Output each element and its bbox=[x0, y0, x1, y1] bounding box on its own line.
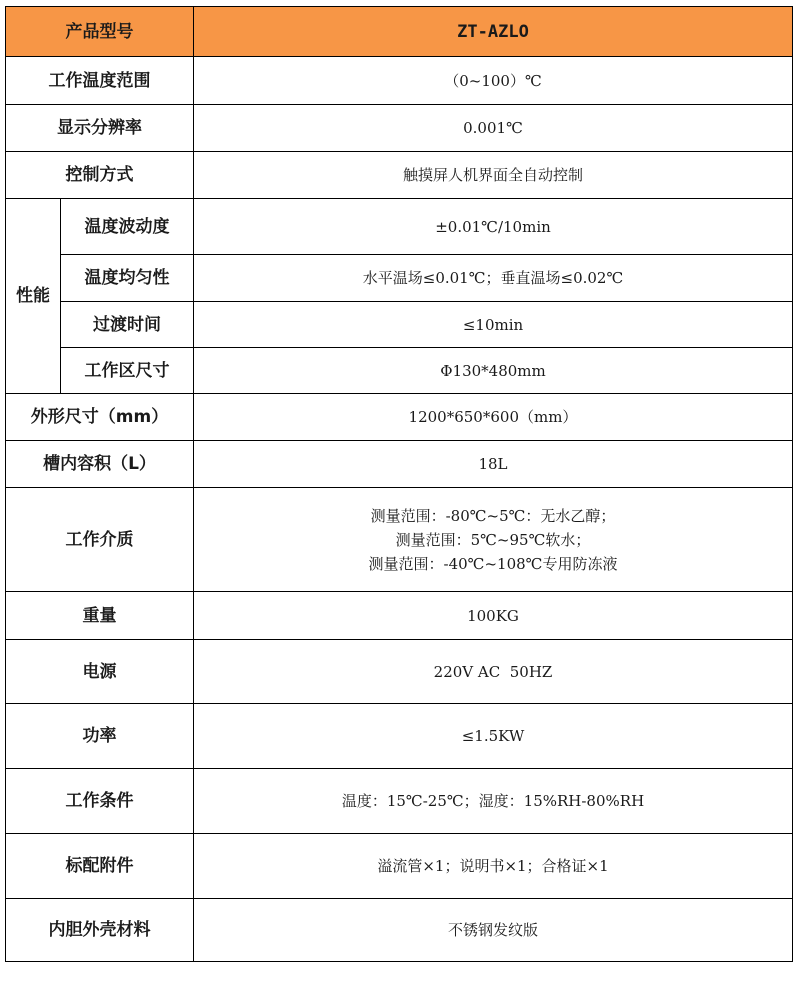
table-row bbox=[6, 302, 793, 348]
row-label: 工作介质 bbox=[6, 488, 194, 592]
table-row bbox=[6, 704, 793, 769]
table-row bbox=[6, 348, 793, 394]
medium-value bbox=[194, 488, 793, 592]
row-value: Φ130*480mm bbox=[194, 348, 793, 394]
table-row bbox=[6, 394, 793, 441]
spec-table bbox=[5, 6, 793, 962]
row-label: 电源 bbox=[6, 640, 194, 704]
row-label: 槽内容积（L） bbox=[6, 441, 194, 488]
row-value: ≤1.5KW bbox=[194, 704, 793, 769]
row-value: 220V AC 50HZ bbox=[194, 640, 793, 704]
row-value: 水平温场≤0.01℃；垂直温场≤0.02℃ bbox=[194, 255, 793, 302]
table-row bbox=[6, 255, 793, 302]
row-label: 显示分辨率 bbox=[6, 105, 194, 152]
table-row bbox=[6, 152, 793, 199]
row-label: 温度均匀性 bbox=[61, 255, 194, 302]
table-row bbox=[6, 199, 793, 255]
row-value: 0.001℃ bbox=[194, 105, 793, 152]
row-value: （0~100）℃ bbox=[194, 57, 793, 105]
row-label: 标配附件 bbox=[6, 834, 194, 899]
row-label: 控制方式 bbox=[6, 152, 194, 199]
table-row bbox=[6, 57, 793, 105]
medium-line: 测量范围：-40℃~108℃专用防冻液 bbox=[368, 554, 618, 573]
row-value: 不锈钢发纹版 bbox=[194, 899, 793, 962]
row-label: 功率 bbox=[6, 704, 194, 769]
table-row bbox=[6, 441, 793, 488]
row-label: 内胆外壳材料 bbox=[6, 899, 194, 962]
row-value: 触摸屏人机界面全自动控制 bbox=[194, 152, 793, 199]
row-value: 温度：15℃-25℃；湿度：15%RH-80%RH bbox=[194, 769, 793, 834]
performance-group-label: 性能 bbox=[6, 199, 61, 394]
row-label: 工作区尺寸 bbox=[61, 348, 194, 394]
row-value: ≤10min bbox=[194, 302, 793, 348]
row-label: 工作温度范围 bbox=[6, 57, 194, 105]
table-row bbox=[6, 769, 793, 834]
row-value: ±0.01℃/10min bbox=[194, 199, 793, 255]
row-value: 溢流管×1；说明书×1；合格证×1 bbox=[194, 834, 793, 899]
table-row bbox=[6, 834, 793, 899]
model-value: ZT-AZLO bbox=[194, 7, 793, 57]
row-value: 100KG bbox=[194, 592, 793, 640]
row-value: 18L bbox=[194, 441, 793, 488]
table-row bbox=[6, 640, 793, 704]
medium-line: 测量范围：5℃~95℃软水； bbox=[395, 530, 591, 549]
header-row bbox=[6, 7, 793, 57]
table-row bbox=[6, 592, 793, 640]
row-value: 1200*650*600（mm） bbox=[194, 394, 793, 441]
row-label: 重量 bbox=[6, 592, 194, 640]
row-label: 过渡时间 bbox=[61, 302, 194, 348]
medium-line: 测量范围：-80℃~5℃：无水乙醇； bbox=[370, 506, 616, 525]
row-label: 温度波动度 bbox=[61, 199, 194, 255]
table-row bbox=[6, 899, 793, 962]
row-label: 工作条件 bbox=[6, 769, 194, 834]
table-row bbox=[6, 488, 793, 592]
table-row bbox=[6, 105, 793, 152]
model-label: 产品型号 bbox=[6, 7, 194, 57]
row-label: 外形尺寸（mm） bbox=[6, 394, 194, 441]
